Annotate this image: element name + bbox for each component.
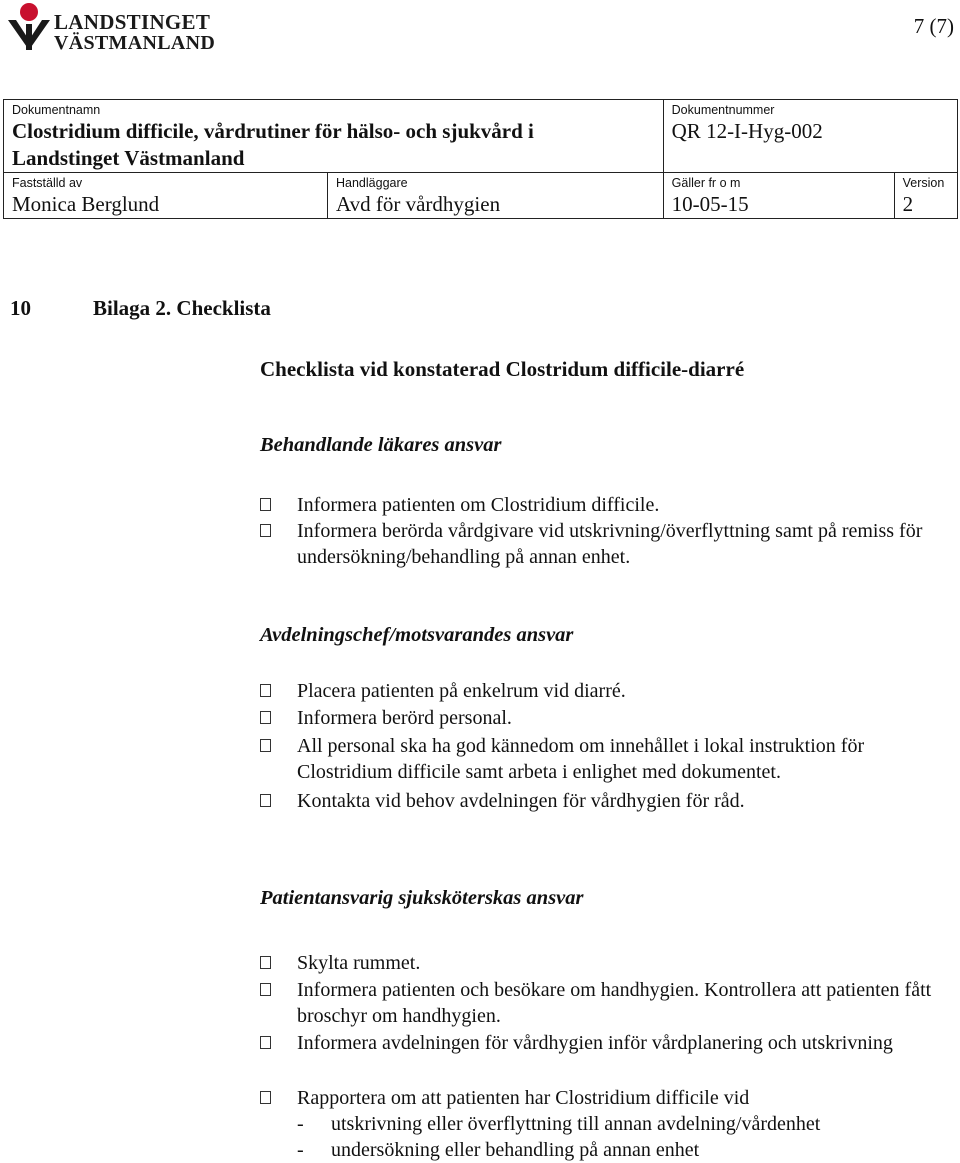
established-cell xyxy=(4,173,328,219)
organization-logo xyxy=(6,2,216,54)
dash-bullet: - xyxy=(297,1139,304,1161)
group-heading-nurse: Patientansvarig sjuksköterskas ansvar xyxy=(260,887,584,909)
checkbox-icon[interactable] xyxy=(260,739,271,752)
version-cell xyxy=(894,173,957,219)
checklist-item-text: Informera berörd personal. xyxy=(297,707,512,729)
checkbox-icon[interactable] xyxy=(260,711,271,724)
logo-text-line2: VÄSTMANLAND xyxy=(54,32,216,54)
document-info-table xyxy=(3,99,958,219)
checkbox-icon[interactable] xyxy=(260,983,271,996)
document-name-label: Dokumentnamn xyxy=(12,103,101,117)
group-heading-physician: Behandlande läkares ansvar xyxy=(260,434,502,456)
logo-emblem-icon xyxy=(6,2,52,52)
checklist-item-text: All personal ska ha god kännedom om innehållet i lokal instruktion för Clostridium difficile samt arbeta i enlighet med dokumentet. xyxy=(297,735,865,783)
sub-list-item xyxy=(297,1137,699,1163)
handler-cell xyxy=(328,173,664,219)
established-value: Monica Berglund xyxy=(12,192,160,216)
valid-from-cell xyxy=(663,173,894,219)
checkbox-icon[interactable] xyxy=(260,956,271,969)
checklist-item-text: Skylta rummet. xyxy=(297,952,421,974)
sub-list-item-text: utskrivning eller överflyttning till annan avdelning/vårdenhet xyxy=(331,1113,821,1135)
checkbox-icon[interactable] xyxy=(260,524,271,537)
valid-from-label: Gäller fr o m xyxy=(671,176,741,190)
checklist-item-text: Informera patienten och besökare om handhygien. Kontrollera att patienten fått broschyr om handhygien. xyxy=(297,979,932,1027)
checklist-item-text: Informera avdelningen för vårdhygien inför vårdplanering och utskrivning xyxy=(297,1032,893,1054)
checkbox-icon[interactable] xyxy=(260,794,271,807)
checkbox-icon[interactable] xyxy=(260,684,271,697)
handler-label: Handläggare xyxy=(336,176,408,190)
checklist-item-text: Informera berörda vårdgivare vid utskrivning/överflyttning samt på remiss för undersökning/behandling på annan enhet. xyxy=(297,520,923,568)
checkbox-icon[interactable] xyxy=(260,1036,271,1049)
checklist-item-text: Placera patienten på enkelrum vid diarré. xyxy=(297,680,626,702)
checklist-item-text: Rapportera om att patienten har Clostridium difficile vid xyxy=(297,1087,750,1109)
established-label: Fastställd av xyxy=(12,176,83,190)
checkbox-icon[interactable] xyxy=(260,498,271,511)
checklist-item-text: Kontakta vid behov avdelningen för vårdhygien för råd. xyxy=(297,790,745,812)
dash-bullet: - xyxy=(297,1113,304,1135)
group-heading-ward-manager: Avdelningschef/motsvarandes ansvar xyxy=(260,624,574,646)
logo-text-line1: LANDSTINGET xyxy=(54,10,211,34)
version-label: Version xyxy=(902,176,945,190)
checklist-item-text: Informera patienten om Clostridium difficile. xyxy=(297,494,660,516)
valid-from-value: 10-05-15 xyxy=(671,192,749,216)
checkbox-icon[interactable] xyxy=(260,1091,271,1104)
section-number: 10 xyxy=(10,296,31,320)
document-name-cell xyxy=(4,100,664,173)
document-name-line2: Landstinget Västmanland xyxy=(12,146,245,170)
handler-value: Avd för vårdhygien xyxy=(336,192,501,216)
document-number-value: QR 12-I-Hyg-002 xyxy=(671,119,823,143)
page-number: 7 (7) xyxy=(913,14,954,38)
section-heading xyxy=(10,296,271,321)
sub-list-item xyxy=(297,1111,820,1137)
document-number-cell xyxy=(663,100,957,173)
document-number-label: Dokumentnummer xyxy=(671,103,775,117)
checklist-title: Checklista vid konstaterad Clostridum difficile-diarré xyxy=(260,357,745,381)
section-heading-text: Bilaga 2. Checklista xyxy=(93,296,271,320)
document-name-line1: Clostridium difficile, vårdrutiner för hälso- och sjukvård i xyxy=(12,119,534,143)
version-value: 2 xyxy=(902,192,914,216)
sub-list-item-text: undersökning eller behandling på annan enhet xyxy=(331,1139,700,1161)
